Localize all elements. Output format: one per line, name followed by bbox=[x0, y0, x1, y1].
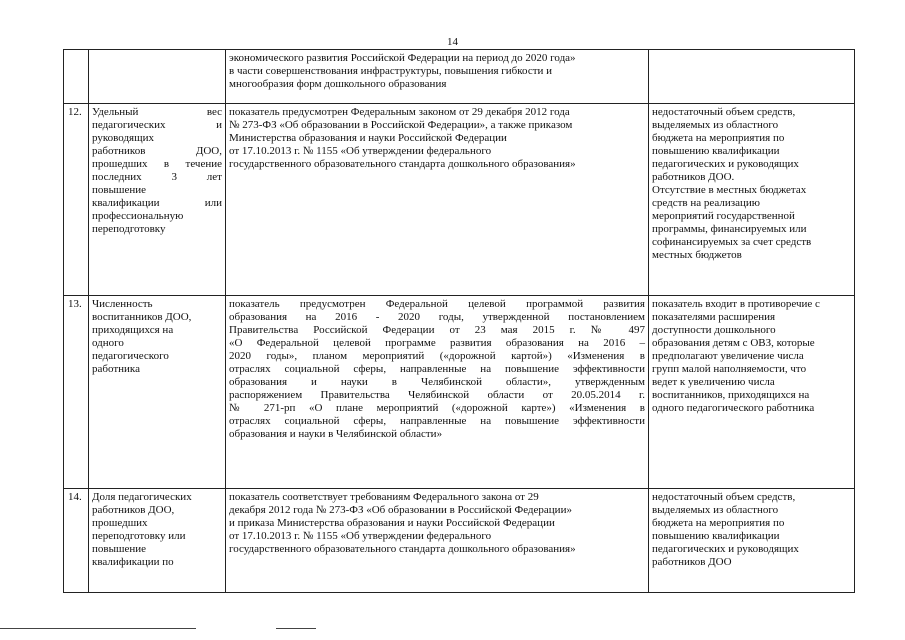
table-row bbox=[64, 50, 855, 104]
indicator-note-line: мероприятий государственной bbox=[652, 210, 795, 222]
table-row bbox=[64, 104, 855, 296]
indicator-note-line: педагогических и руководящих bbox=[652, 158, 799, 170]
footer-rule bbox=[0, 628, 196, 629]
page-number: 14 bbox=[447, 36, 458, 48]
indicator-name-line: переподготовку или bbox=[92, 530, 186, 542]
row-number: 13. bbox=[64, 296, 89, 489]
indicator-note-line: работников ДОО. bbox=[652, 171, 735, 183]
indicator-description-line: государственного образовательного стандарта дошкольного образования» bbox=[229, 543, 576, 555]
footer-rule-short bbox=[276, 628, 316, 629]
indicator-note-line: предполагают увеличение числа bbox=[652, 350, 804, 362]
indicator-description-line: Правительства Российской Федерации от 23 мая 2015 г. № 497 bbox=[229, 324, 645, 336]
indicator-description-line: № 271-рп «О плане мероприятий («дорожной карте») «Изменения в bbox=[229, 402, 645, 414]
indicator-name-line: квалификации по bbox=[92, 556, 174, 568]
indicator-description-line: 2020 годы», планом мероприятий («дорожной картой») «Изменения в bbox=[229, 350, 645, 362]
indicator-note-line: ведет к увеличению числа bbox=[652, 376, 775, 388]
indicator-name-line: педагогического bbox=[92, 350, 169, 362]
indicator-note bbox=[649, 489, 855, 593]
indicator-note-line: недостаточный объем средств, bbox=[652, 106, 796, 118]
indicator-description-line: отраслях социальной сферы, направленные на повышение эффективности bbox=[229, 415, 645, 427]
indicator-note-line: показатель входит в противоречие с bbox=[652, 298, 820, 310]
indicator-description-line: показатель предусмотрен Федеральной целевой программой развития bbox=[229, 298, 645, 310]
indicator-note-line: бюджета на мероприятия по bbox=[652, 132, 785, 144]
indicator-name-line: прошедших bbox=[92, 517, 148, 529]
indicator-name bbox=[89, 489, 226, 593]
indicator-description-line: декабря 2012 года № 273-ФЗ «Об образовании в Российской Федерации» bbox=[229, 504, 572, 516]
indicator-note-line: образования детям с ОВЗ, которые bbox=[652, 337, 815, 349]
table-row bbox=[64, 296, 855, 489]
indicator-note-line: работников ДОО bbox=[652, 556, 732, 568]
table-row bbox=[64, 489, 855, 593]
indicator-description-line: экономического развития Российской Федерации на период до 2020 года» bbox=[229, 52, 576, 64]
indicator-note bbox=[649, 50, 855, 104]
indicator-note-line: недостаточный объем средств, bbox=[652, 491, 796, 503]
indicator-name-line: повышение bbox=[92, 543, 146, 555]
indicator-name bbox=[89, 296, 226, 489]
indicator-note-line: групп малой наполняемости, что bbox=[652, 363, 807, 375]
indicator-description-line: отраслях социальной сферы, направленные на повышение эффективности bbox=[229, 363, 645, 375]
indicator-name bbox=[89, 50, 226, 104]
indicator-name-line: последних 3 лет bbox=[92, 171, 222, 183]
indicator-name-line: профессиональную bbox=[92, 210, 184, 222]
indicator-note-line: местных бюджетов bbox=[652, 249, 742, 261]
indicator-name-line: работников ДОО, bbox=[92, 145, 222, 157]
indicator-name-line: Численность bbox=[92, 298, 153, 310]
indicator-name-line: квалификации или bbox=[92, 197, 222, 209]
indicator-note-line: выделяемых из областного bbox=[652, 119, 779, 131]
indicator-description-line: показатель предусмотрен Федеральным законом от 29 декабря 2012 года bbox=[229, 106, 570, 118]
indicator-name-line: одного bbox=[92, 337, 124, 349]
indicator-description-line: и приказа Министерства образования и науки Российской Федерации bbox=[229, 517, 555, 529]
indicator-description bbox=[226, 296, 649, 489]
indicator-description bbox=[226, 104, 649, 296]
indicator-note-line: софинансируемых за счет средств bbox=[652, 236, 812, 248]
indicator-note-line: выделяемых из областного bbox=[652, 504, 779, 516]
indicator-description-line: № 273-ФЗ «Об образовании в Российской Федерации», а также приказом bbox=[229, 119, 573, 131]
indicator-description-line: образования и науки в Челябинской области» bbox=[229, 428, 443, 440]
indicators-table bbox=[63, 49, 855, 593]
indicator-description-line: от 17.10.2013 г. № 1155 «Об утверждении федерального bbox=[229, 145, 492, 157]
indicator-note-line: доступности дошкольного bbox=[652, 324, 776, 336]
indicator-note bbox=[649, 296, 855, 489]
indicator-description-line: показатель соответствует требованиям Федерального закона от 29 bbox=[229, 491, 539, 503]
indicator-name-line: Доля педагогических bbox=[92, 491, 192, 503]
indicator-note-line: повышению квалификации bbox=[652, 145, 780, 157]
indicator-note-line: педагогических и руководящих bbox=[652, 543, 799, 555]
indicator-note-line: средств на реализацию bbox=[652, 197, 760, 209]
row-number bbox=[64, 50, 89, 104]
row-number: 12. bbox=[64, 104, 89, 296]
indicator-name-line: повышение bbox=[92, 184, 146, 196]
indicator-description bbox=[226, 50, 649, 104]
indicator-name-line: руководящих bbox=[92, 132, 154, 144]
indicator-note bbox=[649, 104, 855, 296]
indicator-description-line: Министерства образования и науки Российской Федерации bbox=[229, 132, 507, 144]
indicator-description-line: государственного образовательного стандарта дошкольного образования» bbox=[229, 158, 576, 170]
indicator-name-line: Удельный вес bbox=[92, 106, 222, 118]
indicator-note-line: программы, финансируемых или bbox=[652, 223, 807, 235]
indicator-description-line: «О Федеральной целевой программе развития образования на 2016 – bbox=[229, 337, 645, 349]
indicator-name-line: приходящихся на bbox=[92, 324, 174, 336]
indicator-note-line: Отсутствие в местных бюджетах bbox=[652, 184, 807, 196]
indicator-name-line: работника bbox=[92, 363, 140, 375]
indicator-name bbox=[89, 104, 226, 296]
indicator-note-line: одного педагогического работника bbox=[652, 402, 815, 414]
indicator-description-line: в части совершенствования инфраструктуры, повышения гибкости и bbox=[229, 65, 553, 77]
indicator-note-line: воспитанников, приходящихся на bbox=[652, 389, 810, 401]
indicator-name-line: воспитанников ДОО, bbox=[92, 311, 192, 323]
indicator-description-line: от 17.10.2013 г. № 1155 «Об утверждении федерального bbox=[229, 530, 492, 542]
indicator-description-line: распоряжением Правительства Челябинской области от 20.05.2014 г. bbox=[229, 389, 645, 401]
indicator-name-line: прошедших в течение bbox=[92, 158, 222, 170]
indicator-name-line: педагогических и bbox=[92, 119, 222, 131]
indicator-note-line: повышению квалификации bbox=[652, 530, 780, 542]
indicator-note-line: бюджета на мероприятия по bbox=[652, 517, 785, 529]
indicator-description bbox=[226, 489, 649, 593]
row-number: 14. bbox=[64, 489, 89, 593]
indicator-description-line: образования на 2016 - 2020 годы, утвержденной постановлением bbox=[229, 311, 645, 323]
indicator-description-line: многообразия форм дошкольного образования bbox=[229, 78, 447, 90]
indicator-name-line: работников ДОО, bbox=[92, 504, 175, 516]
indicator-note-line: показателями расширения bbox=[652, 311, 776, 323]
indicator-name-line: переподготовку bbox=[92, 223, 166, 235]
indicator-description-line: образования и науки в Челябинской области», утвержденным bbox=[229, 376, 645, 388]
